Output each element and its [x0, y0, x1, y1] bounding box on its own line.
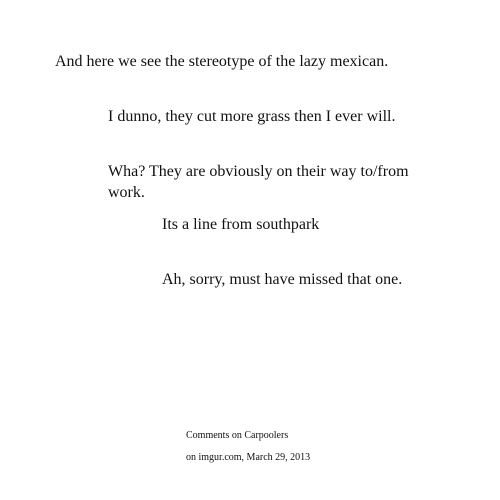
reply-level-3: Ah, sorry, must have missed that one. [162, 271, 403, 288]
reply-level-2: Wha? They are obviously on their way to/from work. [108, 163, 409, 201]
reply-level-3: Its a line from southpark [162, 216, 320, 233]
caption-source-date: on imgur.com, March 29, 2013 [186, 452, 311, 463]
reply-level-2: I dunno, they cut more grass then I ever will. [108, 108, 396, 125]
caption-title: Comments on Carpoolers [186, 430, 289, 441]
comment-level-1: And here we see the stereotype of the lazy mexican. [55, 53, 389, 70]
